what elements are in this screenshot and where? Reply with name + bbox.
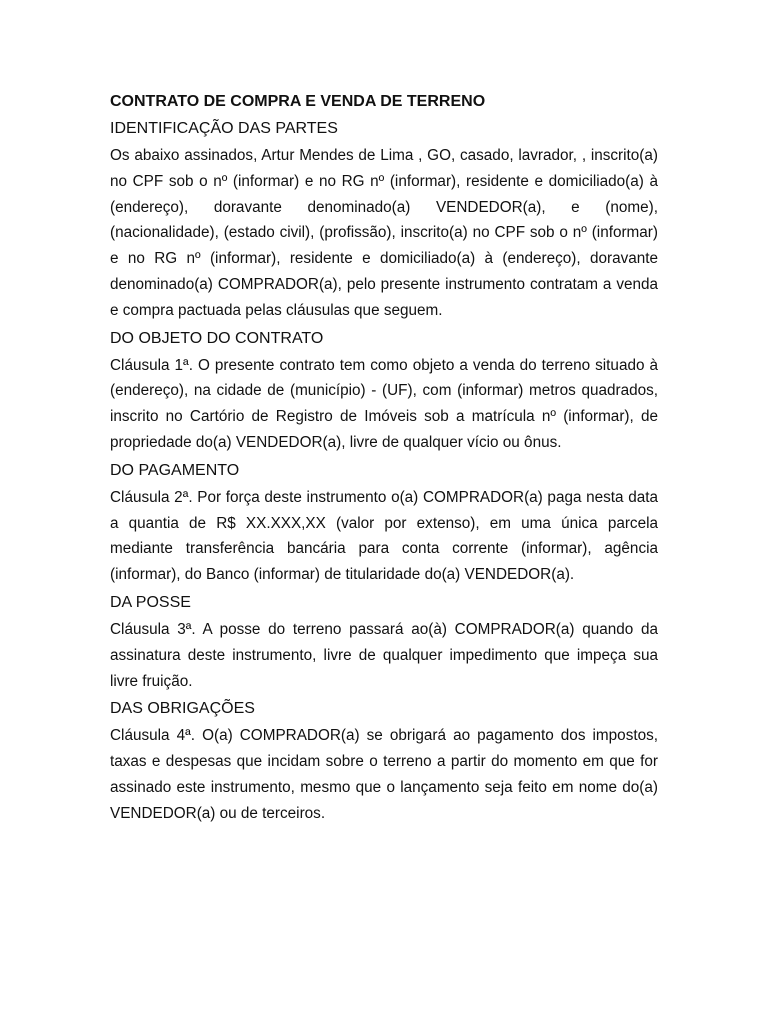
section-text-pagamento: Cláusula 2ª. Por força deste instrumento o(a) COMPRADOR(a) paga nesta data a quantia de R$ XX.XXX,XX (valor por extenso), em uma única parcela mediante transferência bancária para conta corrente (informar), agência (informar), do Banco (informar) de titularidade do(a) VENDEDOR(a). xyxy=(110,488,658,584)
section-heading-posse: DA POSSE xyxy=(110,593,191,611)
document-page xyxy=(110,90,658,830)
document-title: CONTRATO DE COMPRA E VENDA DE TERRENO xyxy=(110,93,486,110)
section-text-posse: Cláusula 3ª. A posse do terreno passará ao(à) COMPRADOR(a) quando da assinatura deste instrumento, livre de qualquer impedimento que impeça sua livre fruição. xyxy=(110,620,658,690)
section-heading-pagamento: DO PAGAMENTO xyxy=(110,461,240,479)
section-heading-obrigacoes: DAS OBRIGAÇÕES xyxy=(110,700,255,718)
section-text-obrigacoes: Cláusula 4ª. O(a) COMPRADOR(a) se obrigará ao pagamento dos impostos, taxas e despesas que incidam sobre o terreno a partir do momento em que for assinado este instrumento, mesmo que o lançamento seja feito em nome do(a) VENDEDOR(a) ou de terceiros. xyxy=(110,727,658,822)
section-text-identificacao: Os abaixo assinados, Artur Mendes de Lima , GO, casado, lavrador, , inscrito(a) no CPF sob o nº (informar) e no RG nº (informar), residente e domiciliado(a) à (endereço), doravante denominado(a) VENDEDOR(a), e (nome), (nacionalidade), (estado civil), (profissão), inscrito(a) no CPF sob o nº (informar) e no RG nº (informar), residente e domiciliado(a) à (endereço), doravante denominado(a) COMPRADOR(a), pelo presente instrumento contratam a venda e compra pactuada pelas cláusulas que seguem. xyxy=(110,147,658,319)
section-text-objeto: Cláusula 1ª. O presente contrato tem como objeto a venda do terreno situado à (endereço), na cidade de (município) - (UF), com (informar) metros quadrados, inscrito no Cartório de Registro de Imóveis sob a matrícula nº (informar), de propriedade do(a) VENDEDOR(a), livre de qualquer vício ou ônus. xyxy=(110,356,658,451)
section-heading-objeto: DO OBJETO DO CONTRATO xyxy=(110,329,324,347)
section-heading-identificacao: IDENTIFICAÇÃO DAS PARTES xyxy=(110,120,338,137)
